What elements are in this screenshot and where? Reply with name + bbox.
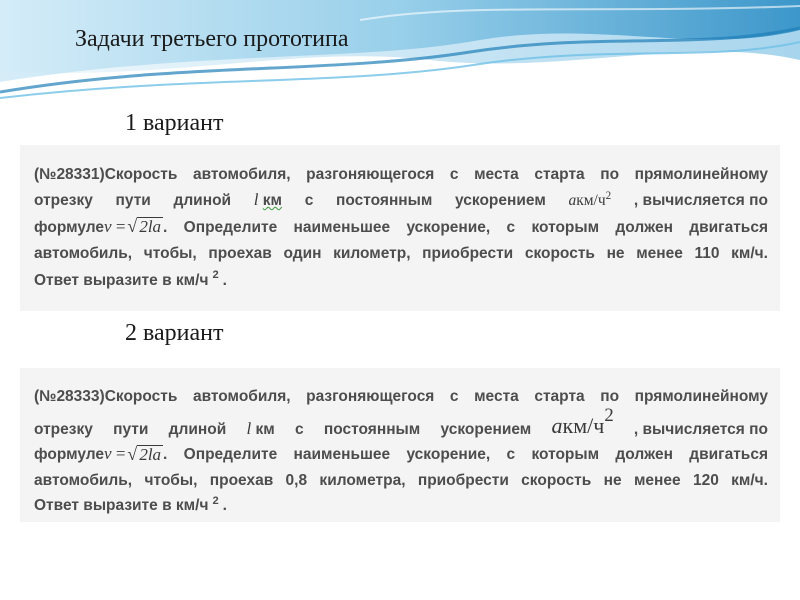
radical-icon: √ [127,443,138,464]
acceleration-unit-text: км/ч [576,192,606,209]
word: ускорением [440,420,532,438]
problem-card-1 [20,145,780,311]
answer-exponent: 2 [212,494,219,507]
problem-2-line-4 [34,464,768,490]
line-2-end: , вычисляется по [633,192,768,209]
acceleration-exponent: 2 [604,405,614,427]
formula-lhs: v [104,444,112,463]
word: длиной [173,192,232,209]
problem-1-line-4 [34,237,768,264]
problem-2-line-5 [34,490,768,516]
word: отрезку [34,420,93,438]
problem-2-line-1-text: Скорость автомобиля, разгоняющегося с места старта по прямолинейному [104,387,768,405]
formula-radicand: 2la [139,217,162,237]
line-4: автомобиль, чтобы, проехав 0,8 километра, приобрести скорость не менее 120 км/ч. [34,471,768,489]
problem-2-id: (№28333) [34,387,105,405]
problem-1-line-2 [34,184,768,211]
formula-eq: = [115,444,126,463]
length-unit: км [255,420,275,438]
line-4: автомобиль, чтобы, проехав один километр, приобрести скорость не менее 110 км/ч. [34,245,768,262]
answer-instruction [34,494,227,515]
problem-1-line-3 [34,210,768,237]
answer-tail: . [222,271,227,289]
word: с [304,192,314,209]
answer-text: Ответ выразите в км/ч [34,497,209,514]
length-expression [246,419,274,439]
length-expression [254,190,282,210]
word: формуле [34,218,105,236]
answer-tail: . [222,497,227,514]
line-3-end: . Определите наименьшее ускорение, с которым должен двигаться [163,218,768,236]
variant-1-label: 1 вариант [125,110,224,136]
formula-radicand: 2la [139,444,162,464]
line-2-end: , вычисляется по [633,420,768,438]
line-3-end: . Определите наименьшее ускорение, с которым должен двигаться [163,446,768,463]
problem-2-line-2 [34,406,768,439]
radical-icon: √ [127,216,138,237]
problem-card-2 [20,368,780,522]
problem-1-line-1 [34,157,768,184]
word: пути [113,420,149,438]
problem-2-line-1 [34,380,768,406]
word: отрезку [34,192,93,209]
square-root [127,217,163,236]
formula-lhs: v [104,216,112,236]
acceleration-unit-text: км/ч [562,412,605,438]
answer-text: Ответ выразите в км/ч [34,271,209,289]
answer-instruction [34,269,227,290]
formula-eq: = [115,216,126,236]
speed-formula [104,217,163,237]
word: с [295,420,304,438]
square-root [127,445,163,464]
length-symbol: l [253,190,259,209]
word: формуле [34,446,105,463]
word: постоянным [336,192,433,209]
problem-1-line-1-text: Скорость автомобиля, разгоняющегося с места старта по прямолинейному [104,165,768,183]
word: постоянным [323,420,421,438]
acceleration-unit [551,405,614,439]
word: ускорением [455,192,546,209]
word: пути [115,192,151,209]
length-unit: км [262,192,283,209]
variant-2-label: 2 вариант [125,320,224,346]
length-symbol: l [246,418,252,438]
answer-exponent: 2 [212,269,219,282]
problem-1-line-5 [34,263,768,290]
acceleration-symbol: a [568,192,577,209]
slide-title: Задачи третьего прототипа [75,26,349,52]
problem-1-id: (№28331) [34,165,105,183]
problem-2-line-3 [34,439,768,465]
word: длиной [168,420,227,438]
acceleration-symbol: a [551,412,563,438]
speed-formula [104,444,163,464]
acceleration-unit [568,189,612,210]
acceleration-exponent: 2 [605,189,612,202]
header-wave-decoration [0,0,800,110]
